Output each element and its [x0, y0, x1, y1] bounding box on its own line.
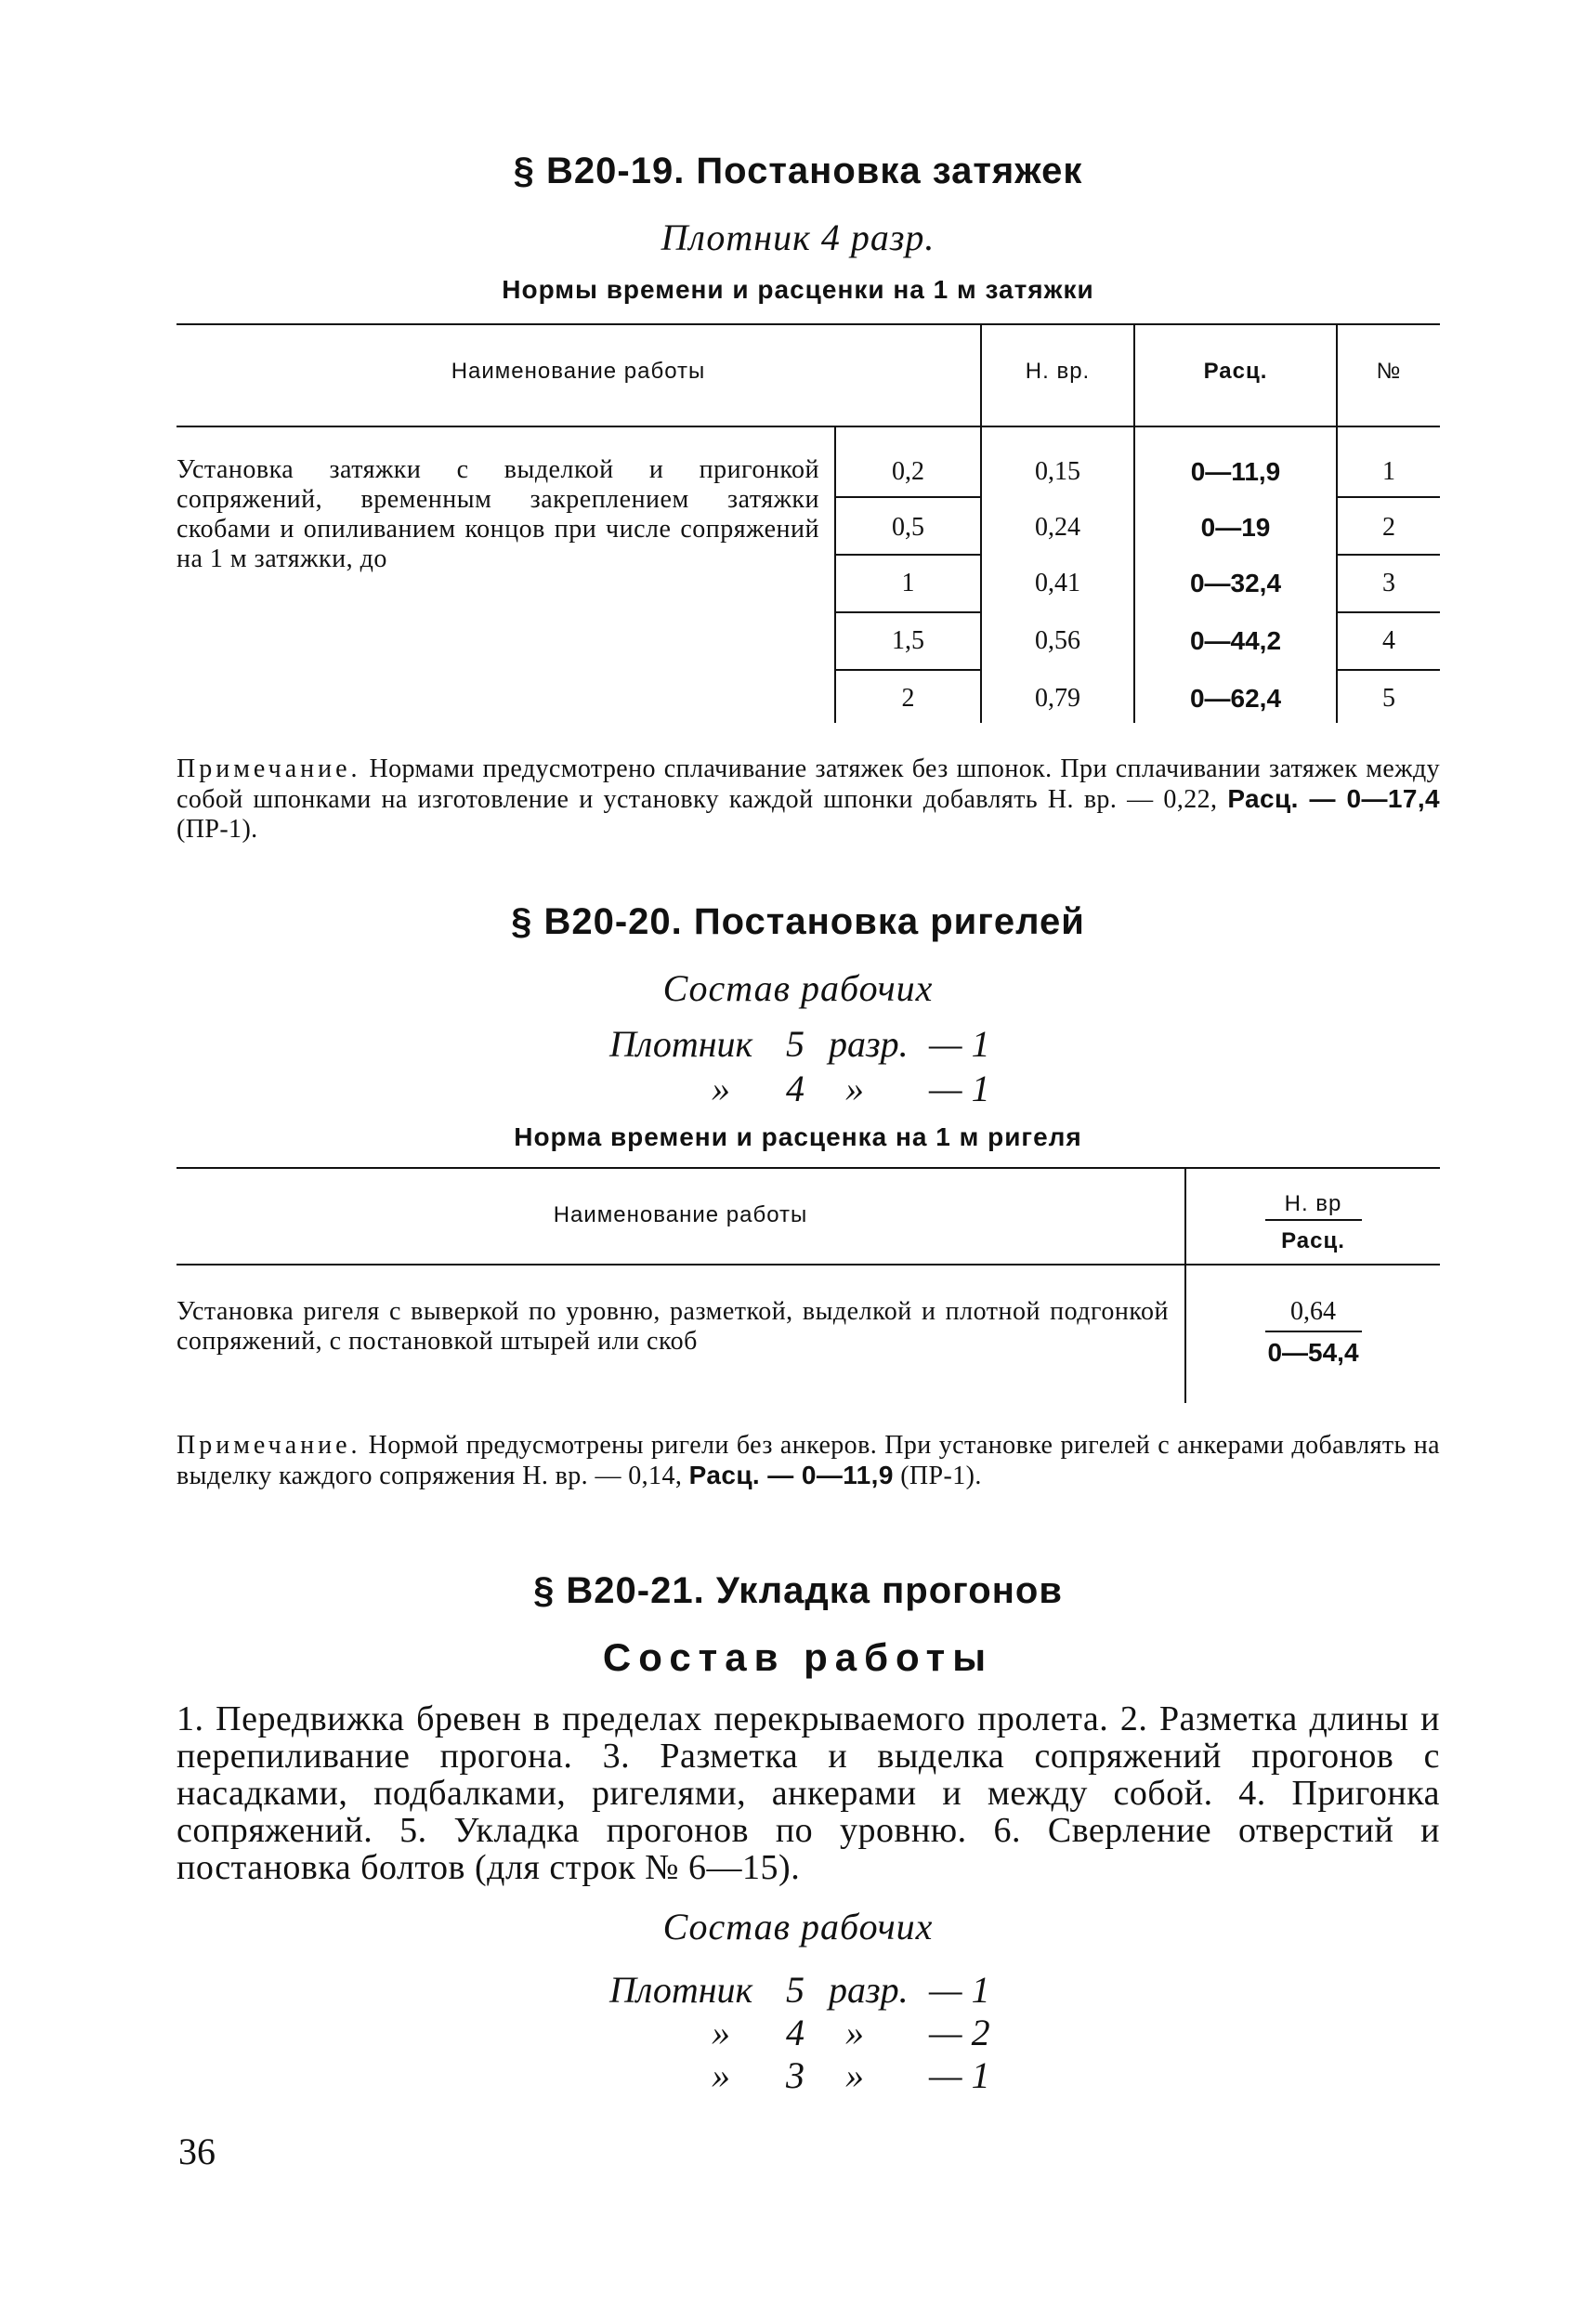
section-title-b20-20: § В20-20. Постановка ригелей [511, 901, 1085, 942]
note-rate-label: Расц. [688, 1461, 761, 1489]
time-norm: 0,41 [1035, 569, 1080, 597]
work-composition-heading: Состав работы [602, 1635, 994, 1679]
time-norm: 0,24 [1035, 513, 1080, 542]
crew-trade: » [712, 2054, 730, 2096]
note-text: Нормами предусмотрено сплачивание затяжек без шпонок. При сплачивании затяжек между собой шпонками на изготовление и установку каждой шпонки добавлять Н. вр. — 0,22, [177, 754, 1440, 814]
crew-count: — 1 [929, 1068, 990, 1109]
col-header-name: Наименование работы [451, 359, 706, 384]
crew-grade: 4 [786, 1068, 805, 1109]
time-norm: 0,79 [1035, 684, 1080, 713]
crew-grade: 4 [786, 2012, 805, 2053]
crew-trade: Плотник [609, 1969, 753, 2011]
col-header-norm: Н. вр. [1025, 359, 1091, 384]
note-label: Примечание. [177, 1431, 361, 1460]
crew-grade: 5 [786, 1969, 805, 2011]
rate-value: 0—19 [1200, 513, 1271, 542]
note-text: Нормой предусмотрены ригели без анкеров. При установке ригелей с анкерами добавлять на выделку каждого сопряжения Н. вр. — 0,14, [177, 1431, 1440, 1490]
row-number: 2 [1382, 513, 1395, 542]
note-label: Примечание. [177, 754, 361, 783]
crew-trade: Плотник [609, 1023, 753, 1065]
joint-count: 0,5 [892, 513, 924, 542]
crew-unit: » [845, 2012, 864, 2053]
worker-grade: Плотник 4 разр. [661, 216, 935, 258]
table-caption: Норма времени и расценка на 1 м ригеля [514, 1122, 1082, 1151]
crew-count: — 2 [929, 2012, 990, 2053]
row-number: 4 [1382, 626, 1395, 655]
row-number: 5 [1382, 684, 1395, 713]
joint-count: 1 [901, 569, 915, 597]
col-header-rate: Расц. [1203, 359, 1268, 384]
note-tail: (ПР-1). [893, 1462, 982, 1490]
note-b20-20 [177, 1431, 1440, 1491]
crew-trade: » [712, 1068, 730, 1109]
rate-value: 0—32,4 [1189, 569, 1282, 597]
time-norm: 0,15 [1035, 457, 1080, 486]
col-header-rate: Расц. [1281, 1228, 1345, 1253]
note-rate-value: — 0—11,9 [760, 1461, 894, 1489]
table-caption: Нормы времени и расценки на 1 м затяжки [502, 275, 1094, 304]
crew-heading: Состав рабочих [662, 967, 934, 1009]
crew-count: — 1 [929, 1023, 990, 1065]
crew-grade: 3 [786, 2054, 805, 2096]
work-composition-text: 1. Передвижка бревен в пределах перекрываемого пролета. 2. Разметка длины и перепиливание прогона. 3. Разметка и выделка сопряжений прогонов с насадками, подбалками, ригелями, анкерами и между собой. 4. Пригонка сопряжений. 5. Укладка прогонов по уровню. 6. Сверление отверстий и постановка болтов (для строк № 6—15). [177, 1699, 1440, 1887]
crew-count: — 1 [929, 1969, 990, 2011]
crew-heading: Состав рабочих [662, 1906, 934, 1947]
crew-unit: » [845, 2054, 864, 2096]
crew-grade: 5 [786, 1023, 805, 1065]
joint-count: 0,2 [892, 457, 924, 486]
note-rate-label: Расц. [1227, 784, 1299, 813]
col-header-num: № [1376, 359, 1402, 384]
note-tail: (ПР-1). [177, 815, 258, 844]
section-title-b20-19: § В20-19. Постановка затяжек [513, 151, 1083, 191]
crew-unit: разр. [829, 1023, 909, 1065]
rate-value: 0—11,9 [1190, 457, 1281, 486]
col-header-norm: Н. вр [1284, 1191, 1342, 1216]
crew-count: — 1 [929, 2054, 990, 2096]
crew-unit: » [845, 1068, 864, 1109]
work-description: Установка ригеля с выверкой по уровню, разметкой, выделкой и плотной подгонкой сопряжений, с постановкой штырей или скоб [177, 1297, 1169, 1356]
rate-value: 0—62,4 [1189, 684, 1282, 713]
time-norm: 0,56 [1035, 626, 1080, 655]
col-header-name: Наименование работы [553, 1202, 808, 1227]
joint-count: 1,5 [892, 626, 924, 655]
row-number: 1 [1382, 457, 1395, 486]
rate-value: 0—54,4 [1267, 1338, 1359, 1367]
section-title-b20-21: § В20-21. Укладка прогонов [533, 1570, 1063, 1611]
page-number: 36 [178, 2131, 216, 2172]
row-number: 3 [1382, 569, 1395, 597]
joint-count: 2 [901, 684, 915, 713]
crew-unit: разр. [829, 1969, 909, 2011]
crew-trade: » [712, 2012, 730, 2053]
time-norm: 0,64 [1290, 1297, 1336, 1326]
rate-value: 0—44,2 [1189, 626, 1282, 655]
work-description: Установка затяжки с выделкой и пригонкой сопряжений, временным закреплением затяжки скобами и опиливанием концов при числе сопряжений на 1 м затяжки, до [177, 455, 819, 573]
note-b20-19 [177, 754, 1440, 845]
note-rate-value: — 0—17,4 [1298, 784, 1440, 813]
